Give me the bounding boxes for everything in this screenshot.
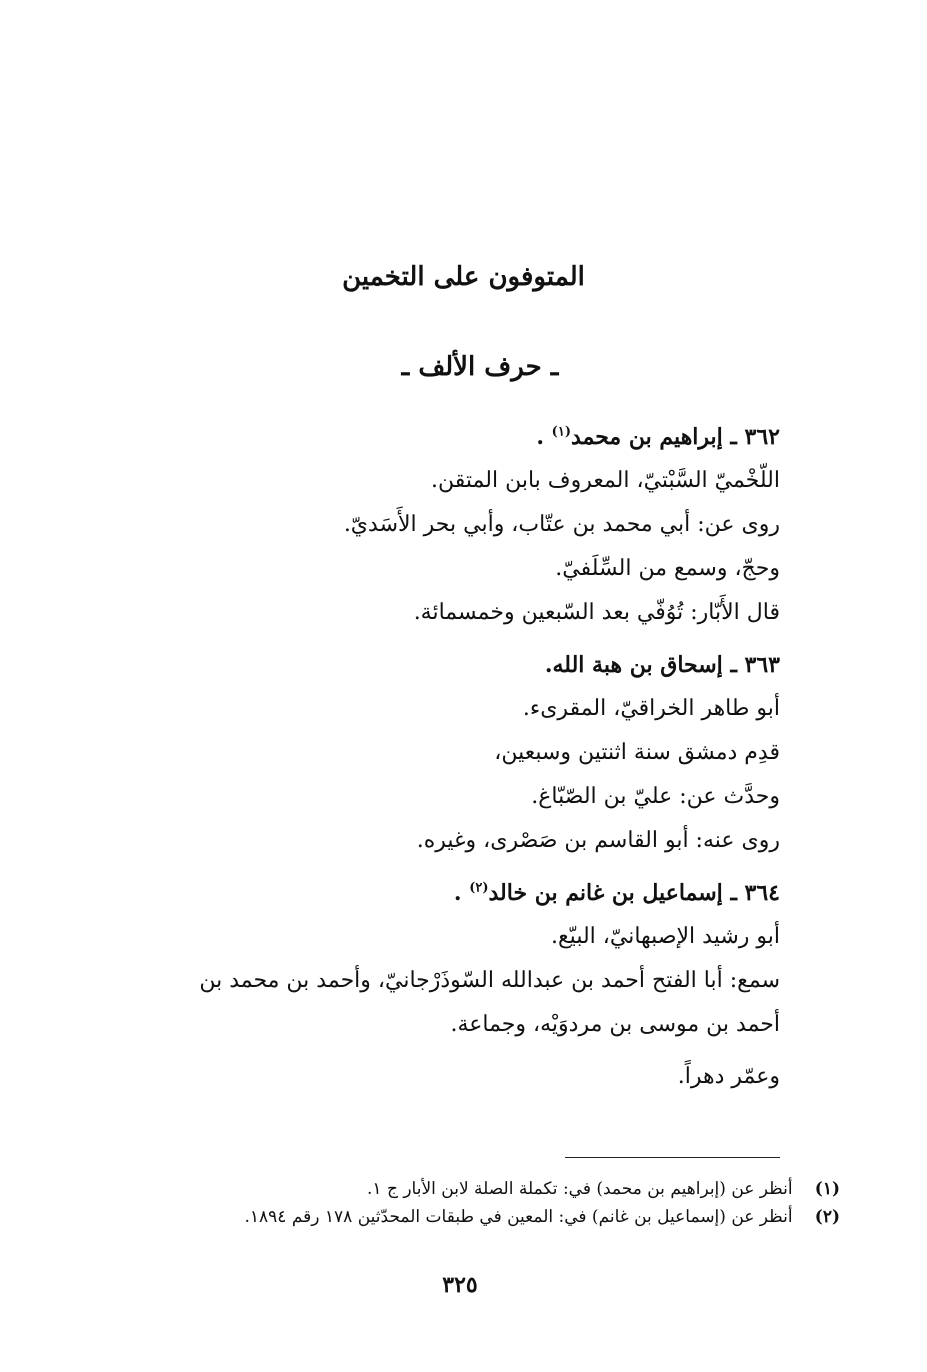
section-heading: ـ حرف الألف ـ (401, 352, 559, 382)
entry-title: ٣٦٣ ـ إسحاق بن هبة الله. (544, 652, 780, 678)
entry-line: روى عنه: أبو القاسم بن صَصْرى، وغيره. (416, 828, 780, 853)
entry-line: اللّخْميّ السَّبْتيّ، المعروف بابن المتقن. (431, 468, 780, 493)
entry-title-end: . (453, 880, 462, 906)
footnote-number: (١) (814, 1179, 840, 1199)
footnote-text: أنظر عن (إبراهيم بن محمد) في: تكملة الصلة لابن الأبار ج ١. (367, 1179, 793, 1199)
entry-line: وحدَّث عن: عليّ بن الصّبّاغ. (531, 784, 780, 809)
footnotes (150, 1175, 840, 1231)
entry-line: قدِم دمشق سنة اثنتين وسبعين، (494, 740, 780, 765)
entry-heading (100, 415, 780, 459)
footnote (150, 1175, 840, 1203)
footnote-reference[interactable]: (١) (551, 424, 571, 440)
page-number: ٣٢٥ (442, 1272, 478, 1298)
entry-line: وعمّر دهراً. (677, 1064, 780, 1089)
entry-line: وحجّ، وسمع من السِّلَفيّ. (555, 556, 780, 581)
entry-heading (100, 643, 780, 687)
entry-title-end: . (536, 424, 544, 450)
footnote-text: أنظر عن (إسماعيل بن غانم) في: المعين في طبقات المحدّثين ١٧٨ رقم ١٨٩٤. (244, 1207, 793, 1227)
footnote-divider (565, 1157, 780, 1158)
page-title: المتوفون على التخمين (342, 262, 585, 292)
entry-line: سمع: أبا الفتح أحمد بن عبدالله السّوذَرْجانيّ، وأحمد بن محمد بن (199, 968, 780, 993)
entry-line: قال الأَبّار: تُوُفّي بعد السّبعين وخمسمائة. (413, 600, 780, 625)
entry-line: أبو رشيد الإصبهانيّ، البيّع. (550, 924, 780, 949)
entry-line: روى عن: أبي محمد بن عتّاب، وأبي بحر الأَسَديّ. (343, 512, 780, 537)
entry-title: ٣٦٢ ـ إبراهيم بن محمد (570, 424, 780, 450)
entry-title: ٣٦٤ ـ إسماعيل بن غانم بن خالد (488, 880, 780, 906)
entry-heading (100, 871, 780, 915)
footnote-reference[interactable]: (٢) (469, 880, 489, 896)
entry-line: أبو طاهر الخراقيّ، المقرىء. (522, 696, 780, 721)
footnote-number: (٢) (814, 1207, 840, 1227)
footnote (150, 1203, 840, 1231)
entries-body (100, 415, 780, 1099)
entry-line: أحمد بن موسى بن مردوَيْه، وجماعة. (450, 1012, 780, 1037)
